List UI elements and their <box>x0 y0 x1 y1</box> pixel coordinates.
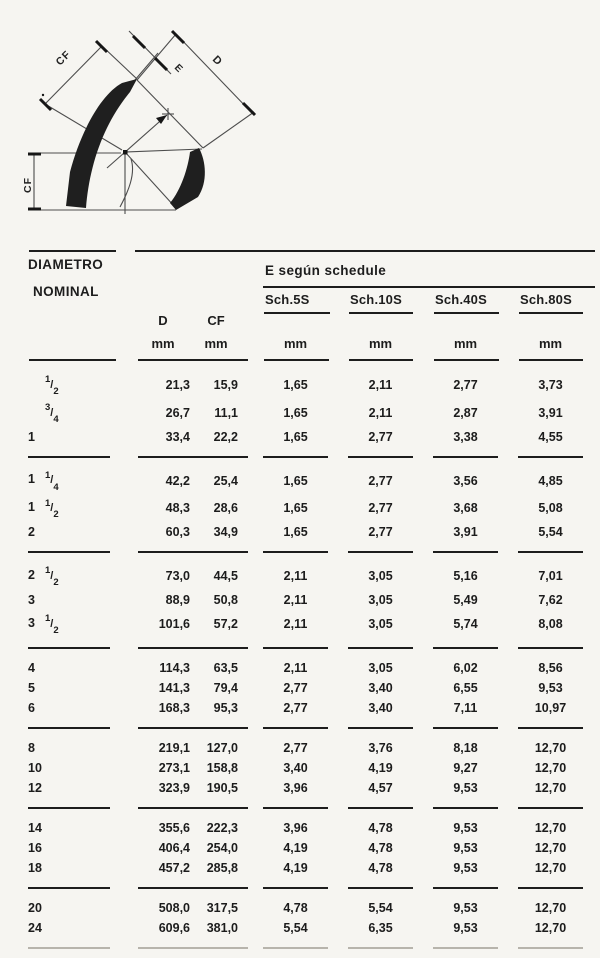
cell-sch-sch80s: 12,70 <box>534 821 567 836</box>
cell-spacer <box>238 858 253 878</box>
cell-sch-sch5s: 1,65 <box>283 405 308 420</box>
cell-d: 273,1 <box>158 761 190 776</box>
cell-sch-sch5s: 5,54 <box>283 921 308 936</box>
center-point <box>123 150 128 155</box>
separator-seg <box>117 798 238 818</box>
table-row <box>28 678 593 698</box>
table-row <box>28 590 593 610</box>
label-cf-vertical: CF <box>22 177 34 193</box>
elbow-diagram <box>0 0 290 250</box>
cell-nominal: 5 <box>28 681 35 696</box>
cell-sch-sch80s: 4,85 <box>538 473 563 488</box>
separator-seg <box>508 878 593 898</box>
separator-seg <box>253 798 338 818</box>
cell-cf: 381,0 <box>206 921 238 936</box>
elbow-wall-right <box>170 148 205 210</box>
separator-seg <box>338 938 423 958</box>
cell-sch-sch5s: 2,11 <box>283 617 308 632</box>
separator-seg <box>117 542 238 562</box>
dim-line-cf-diagonal <box>45 46 102 104</box>
cell-sch-sch40s: 8,18 <box>453 741 478 756</box>
separator-seg <box>423 798 508 818</box>
cell-sch-sch10s: 2,77 <box>368 473 393 488</box>
cell-sch-sch40s: 9,53 <box>453 821 478 836</box>
cell-cf: 22,2 <box>213 429 238 444</box>
cell-sch-sch5s: 4,78 <box>283 901 308 916</box>
cell-nominal: 6 <box>28 701 35 716</box>
col-header-sch10s: Sch.10S <box>350 292 402 307</box>
cell-cf: 127,0 <box>206 741 238 756</box>
cell-sch-sch80s: 3,73 <box>538 377 563 392</box>
cell-nominal: $^3/_4$ <box>45 401 59 425</box>
cell-d: 88,9 <box>165 593 190 608</box>
unit-label-d: mm <box>151 336 175 351</box>
cell-sch-sch40s: 5,74 <box>453 617 478 632</box>
cell-sch-sch80s: 12,70 <box>534 921 567 936</box>
cell-sch-sch5s: 3,96 <box>283 821 308 836</box>
cell-sch-sch80s: 12,70 <box>534 841 567 856</box>
separator-seg <box>117 638 238 658</box>
separator-gap <box>238 542 253 562</box>
cell-nominal: $^1/_2$ <box>45 374 59 397</box>
cell-d: 457,2 <box>158 861 190 876</box>
row-header-line1: DIAMETRO <box>28 257 104 272</box>
cell-sch-sch40s: 2,77 <box>453 377 478 392</box>
cell-d: 48,3 <box>165 501 190 516</box>
cell-sch-sch80s: 10,97 <box>534 701 567 716</box>
separator-gap <box>238 798 253 818</box>
cell-sch-sch40s: 9,53 <box>453 861 478 876</box>
cell-sch-sch10s: 5,54 <box>368 901 393 916</box>
cell-sch-sch10s: 3,05 <box>368 617 393 632</box>
separator-seg <box>28 938 117 958</box>
cell-d: 60,3 <box>165 525 190 540</box>
cell-spacer <box>238 399 253 427</box>
cell-cf: 11,1 <box>214 405 238 420</box>
cell-nominal: 20 <box>28 901 42 916</box>
separator-seg <box>508 718 593 738</box>
label-d: D <box>209 53 225 69</box>
cell-nominal: 18 <box>28 861 42 876</box>
cell-spacer <box>238 562 253 590</box>
cell-d: 609,6 <box>158 921 190 936</box>
sch5s-underline <box>264 312 330 314</box>
table-row <box>28 610 593 638</box>
group-separator <box>28 638 593 658</box>
cell-sch-sch40s: 2,87 <box>453 405 478 420</box>
cell-cf: 95,3 <box>213 701 238 716</box>
unit-label-sch80s: mm <box>538 336 563 351</box>
label-cf-diagonal: CF <box>53 48 74 69</box>
group-separator <box>28 542 593 562</box>
separator-seg <box>28 798 117 818</box>
cell-sch-sch5s: 4,19 <box>283 861 308 876</box>
cell-sch-sch5s: 2,11 <box>283 593 308 608</box>
separator-seg <box>338 638 423 658</box>
separator-seg <box>423 638 508 658</box>
cell-d: 323,9 <box>158 781 190 796</box>
cell-sch-sch10s: 3,40 <box>368 701 393 716</box>
separator-seg <box>117 447 238 467</box>
table-row <box>28 467 593 495</box>
cell-spacer <box>238 778 253 798</box>
cell-spacer <box>238 918 253 938</box>
cell-sch-sch80s: 12,70 <box>534 781 567 796</box>
cell-sch-sch80s: 7,62 <box>538 593 563 608</box>
separator-seg <box>338 798 423 818</box>
unit-label-cf: mm <box>204 336 228 351</box>
separator-gap <box>238 938 253 958</box>
separator-seg <box>508 638 593 658</box>
cell-d: 114,3 <box>159 661 190 676</box>
dimensions-table <box>28 371 593 958</box>
cell-cf: 28,6 <box>213 501 238 516</box>
separator-seg <box>508 447 593 467</box>
cell-d: 33,4 <box>165 429 190 444</box>
cell-cf: 79,4 <box>213 681 238 696</box>
cell-spacer <box>238 467 253 495</box>
cell-sch-sch10s: 4,19 <box>368 761 393 776</box>
cell-sch-sch5s: 2,11 <box>283 661 308 676</box>
separator-seg <box>423 718 508 738</box>
cell-sch-sch10s: 3,05 <box>368 661 393 676</box>
cell-spacer <box>238 610 253 638</box>
cell-sch-sch5s: 4,19 <box>283 841 308 856</box>
cell-sch-sch10s: 2,77 <box>368 525 393 540</box>
cell-sch-sch80s: 8,08 <box>538 617 563 632</box>
cell-nominal: 1 <box>28 429 35 444</box>
cell-cf: 25,4 <box>213 473 238 488</box>
cell-sch-sch80s: 3,91 <box>538 405 563 420</box>
cell-sch-sch10s: 6,35 <box>368 921 393 936</box>
cell-cf: 34,9 <box>213 525 238 540</box>
table-row <box>28 522 593 542</box>
col-header-cf: CF <box>207 313 225 328</box>
group-header: E según schedule <box>265 263 387 278</box>
separator-seg <box>423 938 508 958</box>
cell-sch-sch5s: 3,96 <box>283 781 308 796</box>
table-row <box>28 371 593 399</box>
cell-sch-sch10s: 4,78 <box>368 841 393 856</box>
cell-sch-sch5s: 1,65 <box>283 473 308 488</box>
table-row <box>28 698 593 718</box>
cell-cf: 57,2 <box>213 617 238 632</box>
rule-top-main <box>135 250 595 252</box>
sch80s-underline <box>519 312 583 314</box>
cell-nominal: 1 $^1/_2$ <box>28 497 59 521</box>
cell-spacer <box>238 522 253 542</box>
separator-seg <box>253 878 338 898</box>
group-separator <box>28 878 593 898</box>
cell-sch-sch5s: 2,77 <box>283 681 308 696</box>
cell-cf: 285,8 <box>206 861 238 876</box>
cell-sch-sch80s: 8,56 <box>538 661 563 676</box>
cell-spacer <box>238 590 253 610</box>
separator-seg <box>338 542 423 562</box>
cell-d: 219,1 <box>158 741 190 756</box>
table-row <box>28 658 593 678</box>
cell-sch-sch40s: 9,53 <box>453 781 478 796</box>
cell-cf: 50,8 <box>213 593 238 608</box>
cell-d: 406,4 <box>158 841 190 856</box>
cell-sch-sch40s: 3,68 <box>453 501 478 516</box>
header-bottom-seg <box>29 359 116 361</box>
cell-sch-sch5s: 2,77 <box>283 701 308 716</box>
table-row <box>28 918 593 938</box>
group-header-underline <box>263 286 595 288</box>
cell-sch-sch80s: 12,70 <box>534 741 567 756</box>
separator-gap <box>238 878 253 898</box>
separator-seg <box>423 542 508 562</box>
separator-seg <box>117 938 238 958</box>
cell-spacer <box>238 678 253 698</box>
table-header <box>0 245 600 371</box>
cell-cf: 222,3 <box>206 821 238 836</box>
table-row <box>28 738 593 758</box>
cell-nominal: 3 <box>28 593 35 608</box>
cell-sch-sch40s: 7,11 <box>453 701 478 716</box>
rule-top-left <box>29 250 116 252</box>
cell-nominal: 3 $^1/_2$ <box>28 613 59 637</box>
separator-gap <box>238 638 253 658</box>
cell-spacer <box>238 658 253 678</box>
cell-sch-sch10s: 2,77 <box>368 429 393 444</box>
table-row <box>28 838 593 858</box>
cell-cf: 63,5 <box>213 661 238 676</box>
group-separator <box>28 798 593 818</box>
cell-sch-sch10s: 4,78 <box>368 821 393 836</box>
separator-seg <box>253 638 338 658</box>
cell-sch-sch10s: 3,76 <box>368 741 393 756</box>
cell-sch-sch5s: 1,65 <box>283 377 308 392</box>
separator-seg <box>28 447 117 467</box>
cell-sch-sch40s: 5,16 <box>453 569 478 584</box>
sch40s-underline <box>434 312 499 314</box>
cell-sch-sch40s: 6,55 <box>453 681 478 696</box>
group-separator <box>28 718 593 738</box>
cell-sch-sch10s: 2,11 <box>368 405 393 420</box>
col-header-sch80s: Sch.80S <box>520 292 572 307</box>
cell-spacer <box>238 698 253 718</box>
unit-label-sch5s: mm <box>283 336 308 351</box>
cell-nominal: 4 <box>28 661 35 676</box>
separator-seg <box>253 542 338 562</box>
cell-sch-sch40s: 3,91 <box>453 525 478 540</box>
cell-sch-sch80s: 9,53 <box>538 681 563 696</box>
cell-d: 73,0 <box>165 569 190 584</box>
separator-gap <box>238 447 253 467</box>
cell-sch-sch5s: 1,65 <box>283 525 308 540</box>
cell-sch-sch5s: 2,11 <box>283 569 308 584</box>
cell-nominal: 12 <box>28 781 42 796</box>
cell-spacer <box>238 427 253 447</box>
cell-sch-sch80s: 12,70 <box>534 901 567 916</box>
cell-sch-sch80s: 5,54 <box>538 525 563 540</box>
cell-sch-sch10s: 4,57 <box>368 781 393 796</box>
separator-seg <box>338 447 423 467</box>
cell-nominal: 2 $^1/_2$ <box>28 565 59 589</box>
cell-nominal: 10 <box>28 761 42 776</box>
separator-seg <box>338 718 423 738</box>
cell-sch-sch5s: 1,65 <box>283 501 308 516</box>
group-separator <box>28 938 593 958</box>
cell-d: 26,7 <box>165 405 190 420</box>
cell-nominal: 8 <box>28 741 35 756</box>
separator-seg <box>338 878 423 898</box>
cell-sch-sch80s: 4,55 <box>538 429 563 444</box>
cell-nominal: 24 <box>28 921 42 936</box>
cell-sch-sch40s: 9,27 <box>453 761 478 776</box>
cell-spacer <box>238 758 253 778</box>
col-header-sch5s: Sch.5S <box>265 292 310 307</box>
cell-sch-sch80s: 12,70 <box>534 761 567 776</box>
separator-seg <box>28 878 117 898</box>
separator-seg <box>508 938 593 958</box>
separator-seg <box>508 542 593 562</box>
sch10s-underline <box>349 312 413 314</box>
table-row <box>28 858 593 878</box>
cell-sch-sch40s: 9,53 <box>453 921 478 936</box>
table-row <box>28 399 593 427</box>
cell-nominal: 16 <box>28 841 42 856</box>
cell-sch-sch10s: 4,78 <box>368 861 393 876</box>
row-header-line2: NOMINAL <box>33 284 99 299</box>
cell-d: 508,0 <box>158 901 190 916</box>
unit-label-sch40s: mm <box>453 336 478 351</box>
cell-sch-sch80s: 12,70 <box>534 861 567 876</box>
col-header-sch40s: Sch.40S <box>435 292 487 307</box>
cell-spacer <box>238 371 253 399</box>
cell-spacer <box>238 838 253 858</box>
table-row <box>28 427 593 447</box>
cell-sch-sch40s: 6,02 <box>453 661 478 676</box>
cell-nominal: 2 <box>28 525 35 540</box>
cell-sch-sch40s: 5,49 <box>453 593 478 608</box>
header-bottom-seg <box>519 359 583 361</box>
cell-nominal: 14 <box>28 821 42 836</box>
cell-sch-sch10s: 3,05 <box>368 593 393 608</box>
unit-label-sch10s: mm <box>368 336 393 351</box>
cell-d: 101,6 <box>158 617 190 632</box>
cell-spacer <box>238 495 253 523</box>
cell-spacer <box>238 738 253 758</box>
separator-seg <box>28 718 117 738</box>
group-separator <box>28 447 593 467</box>
elbow-wall-left <box>66 79 137 208</box>
cell-cf: 44,5 <box>213 569 238 584</box>
separator-gap <box>238 718 253 738</box>
separator-seg <box>28 638 117 658</box>
header-bottom-seg <box>264 359 329 361</box>
cell-sch-sch40s: 3,56 <box>453 473 478 488</box>
table-row <box>28 562 593 590</box>
cell-sch-sch80s: 5,08 <box>538 501 563 516</box>
separator-seg <box>253 718 338 738</box>
table-row <box>28 495 593 523</box>
cell-cf: 190,5 <box>206 781 238 796</box>
table-row <box>28 758 593 778</box>
cell-sch-sch80s: 7,01 <box>538 569 563 584</box>
separator-seg <box>423 878 508 898</box>
cell-sch-sch40s: 3,38 <box>453 429 478 444</box>
label-e: E <box>171 62 186 76</box>
col-header-d: D <box>158 313 168 328</box>
table-row <box>28 778 593 798</box>
table-row <box>28 818 593 838</box>
header-bottom-seg <box>434 359 499 361</box>
separator-seg <box>508 798 593 818</box>
cell-sch-sch5s: 2,77 <box>283 741 308 756</box>
cell-sch-sch10s: 2,11 <box>368 377 393 392</box>
cell-nominal: 1 $^1/_4$ <box>28 469 59 493</box>
separator-seg <box>253 938 338 958</box>
cell-d: 355,6 <box>158 821 190 836</box>
cell-cf: 254,0 <box>206 841 238 856</box>
cell-d: 141,3 <box>158 681 190 696</box>
cell-cf: 15,9 <box>213 377 238 392</box>
cell-sch-sch10s: 2,77 <box>368 501 393 516</box>
header-bottom-seg <box>349 359 413 361</box>
cell-cf: 158,8 <box>206 761 238 776</box>
header-bottom-seg <box>138 359 248 361</box>
cell-spacer <box>238 898 253 918</box>
cell-cf: 317,5 <box>206 901 238 916</box>
cell-sch-sch10s: 3,40 <box>368 681 393 696</box>
separator-seg <box>253 447 338 467</box>
cell-d: 21,3 <box>165 377 190 392</box>
table-row <box>28 898 593 918</box>
cell-sch-sch5s: 3,40 <box>283 761 308 776</box>
separator-seg <box>28 542 117 562</box>
separator-seg <box>117 878 238 898</box>
cell-sch-sch5s: 1,65 <box>283 429 308 444</box>
cell-d: 168,3 <box>158 701 190 716</box>
cell-d: 42,2 <box>165 473 190 488</box>
cell-sch-sch40s: 9,53 <box>453 841 478 856</box>
cell-spacer <box>238 818 253 838</box>
cell-sch-sch40s: 9,53 <box>453 901 478 916</box>
dim-line-d <box>176 34 251 112</box>
cell-sch-sch10s: 3,05 <box>368 569 393 584</box>
separator-seg <box>117 718 238 738</box>
separator-seg <box>423 447 508 467</box>
